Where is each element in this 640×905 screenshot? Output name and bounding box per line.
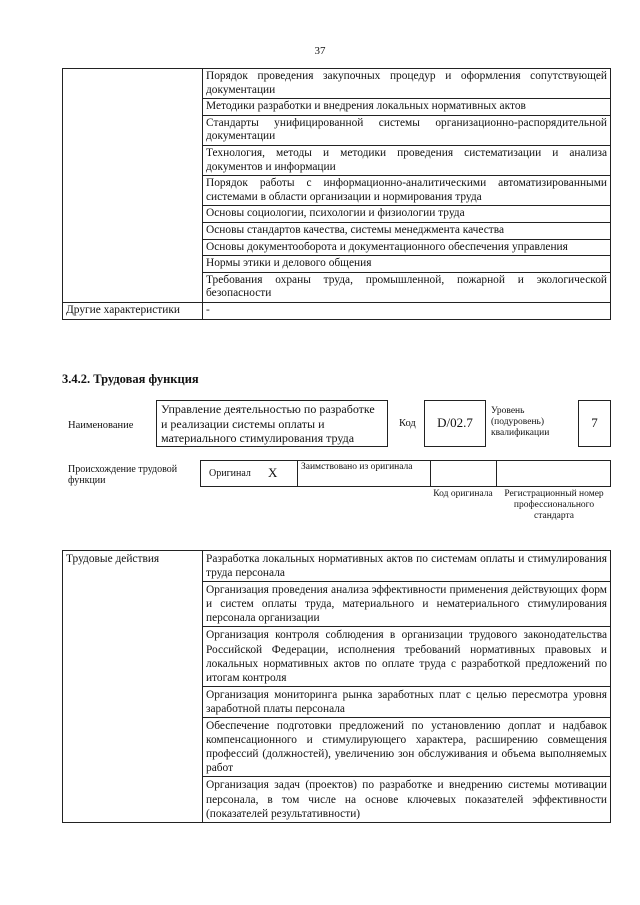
- labor-action-item: Обеспечение подготовки предложений по установлению доплат и надбавок компенсационного и стимулирующего характера, расширению совмещения профессий (должностей), увеличению зон обслуживания и объема выполняемых работ: [203, 718, 611, 777]
- labor-action-item: Разработка локальных нормативных актов по системам оплаты и стимулирования труда персонала: [203, 551, 611, 582]
- knowledge-item: Основы документооборота и документационного обеспечения управления: [203, 239, 611, 256]
- labor-actions-table: [62, 550, 611, 823]
- knowledge-table: [62, 68, 611, 320]
- page-number: 37: [314, 45, 326, 57]
- code-label: Код: [399, 418, 416, 429]
- labor-action-item: Организация проведения анализа эффективности применения действующих форм и систем оплаты труда, материального и нематериального стимулирования персонала организации: [203, 582, 611, 627]
- labor-action-item: Организация задач (проектов) по разработке и внедрению системы мотивации персонала, в том числе на основе ключевых показателей эффективности (показателей результативности): [203, 777, 611, 822]
- knowledge-item: Порядок проведения закупочных процедур и оформления сопутствующей документации: [203, 69, 611, 99]
- level-value-box: 7: [578, 400, 611, 447]
- knowledge-item: Основы социологии, психологии и физиологии труда: [203, 206, 611, 223]
- knowledge-label-cell: [63, 69, 203, 303]
- section-heading: 3.4.2. Трудовая функция: [62, 372, 199, 386]
- knowledge-item: Основы стандартов качества, системы менеджмента качества: [203, 222, 611, 239]
- origin-divider: [496, 460, 497, 487]
- labor-action-item: Организация мониторинга рынка заработных плат с целью пересмотра уровня заработной платы персонала: [203, 686, 611, 717]
- function-name-box: Управление деятельностью по разработке и реализации системы оплаты и материального стимулирования труда: [156, 400, 388, 447]
- knowledge-item: Стандарты унифицированной системы организационно-распорядительной документации: [203, 115, 611, 145]
- name-label: Наименование: [68, 420, 134, 431]
- origin-table: [200, 460, 611, 487]
- knowledge-item: Требования охраны труда, промышленной, пожарной и экологической безопасности: [203, 272, 611, 302]
- origin-divider: [430, 460, 431, 487]
- origin-divider: [297, 460, 298, 487]
- labor-actions-label: Трудовые действия: [63, 551, 203, 823]
- other-characteristics-value: -: [203, 302, 611, 319]
- other-characteristics-label: Другие характеристики: [63, 302, 203, 319]
- original-mark: X: [268, 465, 278, 480]
- knowledge-item: Нормы этики и делового общения: [203, 256, 611, 273]
- function-code-box: D/02.7: [424, 400, 486, 447]
- original-label: Оригинал: [209, 468, 251, 479]
- level-label: Уровень (подуровень) квалификации: [491, 406, 550, 438]
- knowledge-item: Порядок работы с информационно-аналитическими автоматизированными системами в области организации и нормирования труда: [203, 176, 611, 206]
- borrowed-label: Заимствовано из оригинала: [301, 462, 413, 472]
- knowledge-item: Технология, методы и методики проведения систематизации и анализа документов и информации: [203, 145, 611, 175]
- code-original-caption: Код оригинала: [433, 489, 493, 499]
- knowledge-item: Методики разработки и внедрения локальных нормативных актов: [203, 99, 611, 116]
- labor-action-item: Организация контроля соблюдения в организации трудового законодательства Российской Федерации, исполнения требований нормативных правовых и локальных нормативных актов по оплате труда с разработкой предложений по итогам контроля: [203, 627, 611, 686]
- reg-number-caption: Регистрационный номер профессионального стандарта: [504, 489, 604, 521]
- origin-label: Происхождение трудовой функции: [68, 464, 178, 486]
